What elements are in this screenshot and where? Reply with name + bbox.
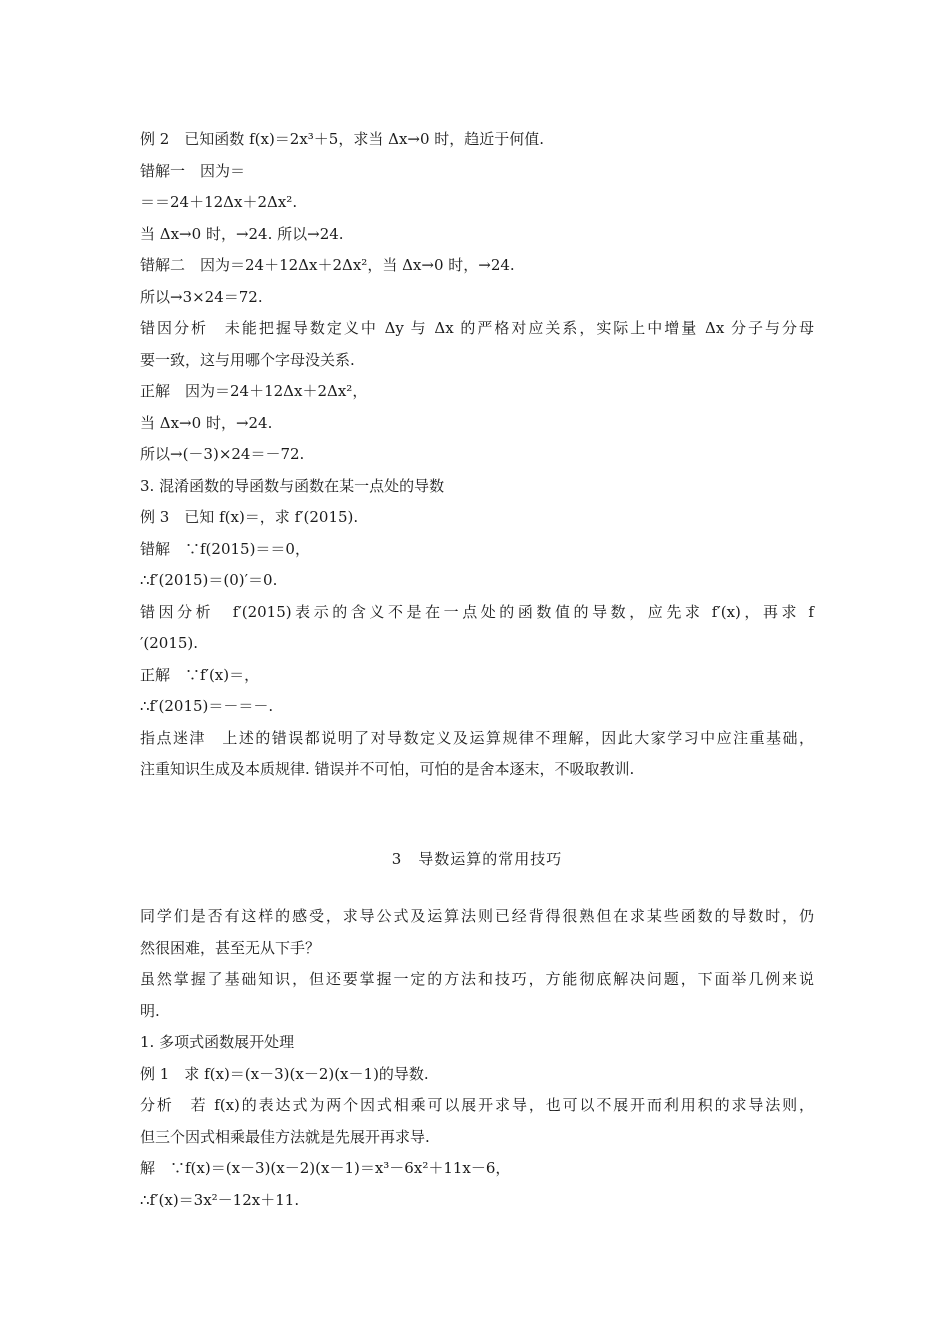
subsection-3-title: 3. 混淆函数的导函数与函数在某一点处的导数 <box>140 476 445 495</box>
guidance-note-cont: 注重知识生成及本质规律. 错误并不可怕，可怕的是舍本逐末，不吸取教训. <box>140 760 635 778</box>
correct-solution-1-result: 所以→(－3)×24＝－72. <box>140 445 305 463</box>
section-title: 3 导数运算的常用技巧 <box>391 849 563 868</box>
technique-example-1: 例 1 求 f(x)＝(x－3)(x－2)(x－1)的导数. <box>140 1064 429 1083</box>
correct-solution-1: 正解 因为＝24＋12Δx＋2Δx²， <box>140 382 368 400</box>
wrong-solution-2-result: 所以→3×24＝72. <box>140 287 263 306</box>
correct-solution-3: 正解 ∵f′(x)＝， <box>140 665 260 684</box>
example-2-statement: 例 2 已知函数 f(x)＝2x³＋5，求当 Δx→0 时，趋近于何值. <box>140 130 545 148</box>
wrong-solution-1: 错解一 因为＝ <box>140 161 246 180</box>
document-page <box>140 124 814 1216</box>
error-analysis-1: 错因分析 未能把握导数定义中 Δy 与 Δx 的严格对应关系，实际上中增量 Δx 分子与分母 <box>140 319 814 337</box>
technique-solution-result: ∴f′(x)＝3x²－12x＋11. <box>140 1190 300 1209</box>
technique-1-title: 1. 多项式函数展开处理 <box>140 1033 295 1051</box>
technique-analysis-cont: 但三个因式相乘最佳方法就是先展开再求导. <box>140 1127 430 1146</box>
intro-paragraph-2-cont: 明. <box>140 1001 160 1020</box>
wrong-solution-2: 错解二 因为＝24＋12Δx＋2Δx²，当 Δx→0 时，→24. <box>140 256 515 274</box>
guidance-note: 指点迷津 上述的错误都说明了对导数定义及运算规律不理解，因此大家学习中应注重基础， <box>140 728 814 747</box>
technique-solution: 解 ∵f(x)＝(x－3)(x－2)(x－1)＝x³－6x²＋11x－6， <box>140 1159 511 1177</box>
wrong-solution-1-step: ＝＝24＋12Δx＋2Δx². <box>140 193 298 211</box>
example-3-statement: 例 3 已知 f(x)＝，求 f′(2015). <box>140 508 359 526</box>
wrong-solution-1-limit: 当 Δx→0 时，→24. 所以→24. <box>140 224 344 243</box>
wrong-solution-3-result: ∴f′(2015)＝(0)′＝0. <box>140 571 278 589</box>
intro-paragraph-1-cont: 然很困难，甚至无从下手？ <box>140 938 321 957</box>
error-analysis-3-cont: ′(2015). <box>140 634 199 652</box>
correct-solution-1-limit: 当 Δx→0 时，→24. <box>140 413 273 432</box>
intro-paragraph-1: 同学们是否有这样的感受，求导公式及运算法则已经背得很熟但在求某些函数的导数时，仍 <box>140 907 814 925</box>
error-analysis-3: 错因分析 f′(2015)表示的含义不是在一点处的函数值的导数，应先求 f′(x)，再求 f <box>140 602 814 621</box>
error-analysis-1-cont: 要一致，这与用哪个字母没关系. <box>140 350 355 369</box>
part2-block <box>140 901 814 1216</box>
part1-block <box>140 124 814 786</box>
technique-analysis: 分析 若 f(x)的表达式为两个因式相乘可以展开求导，也可以不展开而利用积的求导法则， <box>140 1096 814 1114</box>
intro-paragraph-2: 虽然掌握了基础知识，但还要掌握一定的方法和技巧，方能彻底解决问题，下面举几例来说 <box>140 970 814 988</box>
wrong-solution-3: 错解 ∵f(2015)＝＝0， <box>140 539 310 558</box>
correct-solution-3-result: ∴f′(2015)＝－＝－. <box>140 697 274 715</box>
